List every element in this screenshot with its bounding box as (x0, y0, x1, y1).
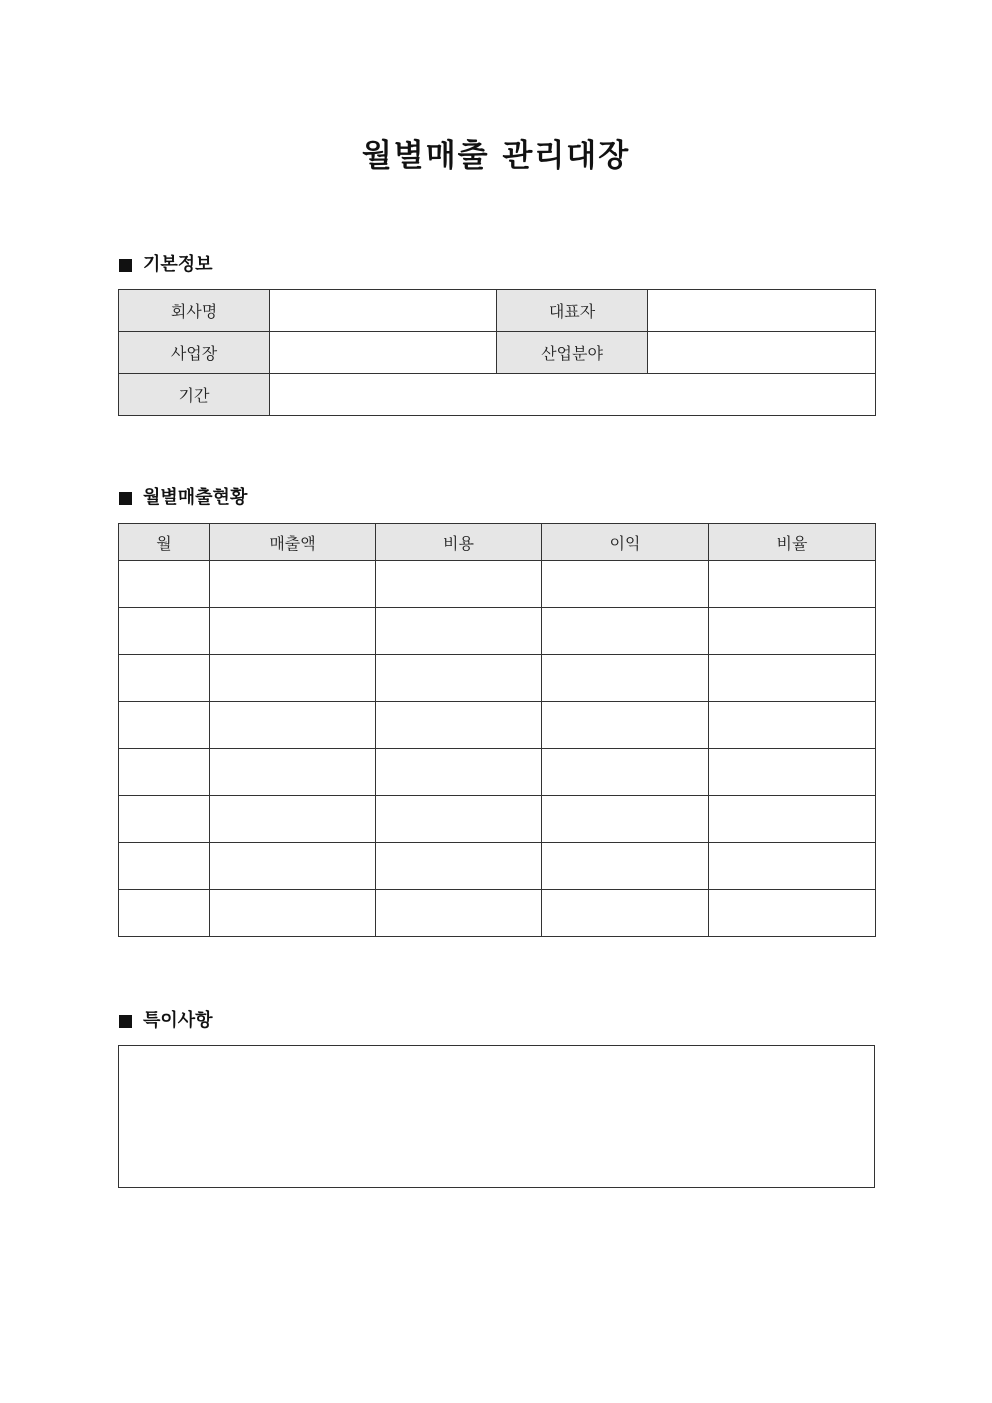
cost-cell[interactable] (376, 561, 542, 608)
sales-cell[interactable] (210, 843, 376, 890)
month-cell[interactable] (119, 608, 210, 655)
monthly-sales-heading-text: 월별매출현황 (143, 487, 248, 508)
company-label: 회사명 (119, 290, 270, 332)
month-cell[interactable] (119, 796, 210, 843)
column-header-ratio: 비율 (709, 524, 876, 561)
basic-info-heading (119, 252, 213, 278)
month-cell[interactable] (119, 890, 210, 937)
column-header-month: 월 (119, 524, 210, 561)
cost-cell[interactable] (376, 890, 542, 937)
month-cell[interactable] (119, 655, 210, 702)
ratio-cell[interactable] (709, 749, 876, 796)
cost-cell[interactable] (376, 796, 542, 843)
cost-cell[interactable] (376, 608, 542, 655)
cost-cell[interactable] (376, 702, 542, 749)
table-row (119, 843, 876, 890)
table-row (119, 608, 876, 655)
month-cell[interactable] (119, 749, 210, 796)
cost-cell[interactable] (376, 655, 542, 702)
table-row (119, 702, 876, 749)
representative-field[interactable] (648, 290, 876, 332)
ratio-cell[interactable] (709, 655, 876, 702)
filled-square-icon (119, 259, 132, 272)
company-field[interactable] (270, 290, 497, 332)
workplace-label: 사업장 (119, 332, 270, 374)
sales-cell[interactable] (210, 561, 376, 608)
table-header-row (119, 524, 876, 561)
profit-cell[interactable] (542, 702, 709, 749)
filled-square-icon (119, 1015, 132, 1028)
sales-cell[interactable] (210, 796, 376, 843)
month-cell[interactable] (119, 702, 210, 749)
basic-info-heading-text: 기본정보 (143, 254, 213, 275)
cost-cell[interactable] (376, 749, 542, 796)
table-row (119, 655, 876, 702)
profit-cell[interactable] (542, 561, 709, 608)
ratio-cell[interactable] (709, 561, 876, 608)
column-header-sales: 매출액 (210, 524, 376, 561)
basic-info-row (119, 290, 876, 332)
table-row (119, 749, 876, 796)
cost-cell[interactable] (376, 843, 542, 890)
ratio-cell[interactable] (709, 796, 876, 843)
industry-label: 산업분야 (497, 332, 648, 374)
period-field[interactable] (270, 374, 876, 416)
basic-info-row (119, 374, 876, 416)
ratio-cell[interactable] (709, 843, 876, 890)
ratio-cell[interactable] (709, 608, 876, 655)
workplace-field[interactable] (270, 332, 497, 374)
sales-cell[interactable] (210, 608, 376, 655)
ratio-cell[interactable] (709, 702, 876, 749)
month-cell[interactable] (119, 561, 210, 608)
basic-info-row (119, 332, 876, 374)
basic-info-table (118, 289, 876, 416)
notes-field[interactable] (118, 1045, 875, 1188)
sales-cell[interactable] (210, 890, 376, 937)
table-row (119, 561, 876, 608)
profit-cell[interactable] (542, 655, 709, 702)
sales-cell[interactable] (210, 655, 376, 702)
table-row (119, 796, 876, 843)
profit-cell[interactable] (542, 796, 709, 843)
sales-cell[interactable] (210, 702, 376, 749)
notes-heading (119, 1008, 213, 1034)
page-title: 월별매출 관리대장 (361, 138, 631, 174)
representative-label: 대표자 (497, 290, 648, 332)
ratio-cell[interactable] (709, 890, 876, 937)
monthly-sales-table (118, 523, 876, 937)
column-header-cost: 비용 (376, 524, 542, 561)
table-row (119, 890, 876, 937)
column-header-profit: 이익 (542, 524, 709, 561)
notes-heading-text: 특이사항 (143, 1010, 213, 1031)
month-cell[interactable] (119, 843, 210, 890)
profit-cell[interactable] (542, 843, 709, 890)
filled-square-icon (119, 492, 132, 505)
monthly-sales-heading (119, 485, 247, 511)
period-label: 기간 (119, 374, 270, 416)
profit-cell[interactable] (542, 608, 709, 655)
industry-field[interactable] (648, 332, 876, 374)
profit-cell[interactable] (542, 749, 709, 796)
profit-cell[interactable] (542, 890, 709, 937)
sales-cell[interactable] (210, 749, 376, 796)
